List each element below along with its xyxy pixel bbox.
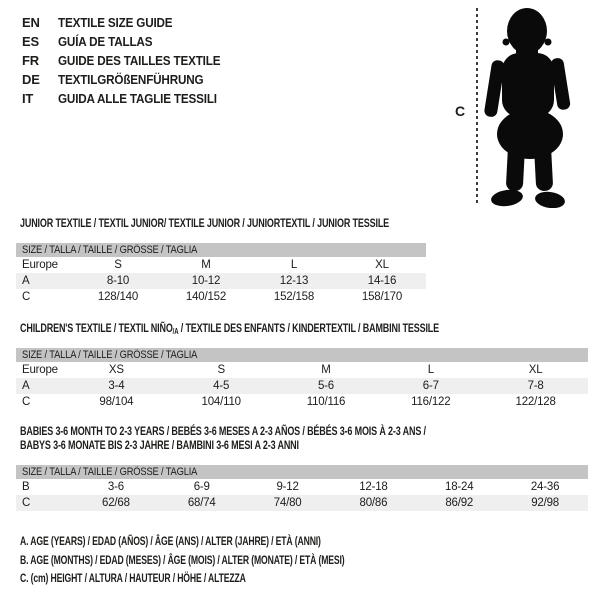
language-code: FR: [22, 53, 39, 68]
table-cell: 122/128: [515, 396, 556, 408]
language-row: [22, 89, 238, 108]
legend-line: [20, 569, 471, 588]
size-table: [16, 257, 426, 305]
table-row: [16, 289, 426, 305]
table-cell: 12-18: [359, 481, 388, 493]
row-label: A: [22, 275, 30, 287]
size-header-bar: [16, 465, 588, 479]
table-title: [16, 424, 588, 452]
language-row: [22, 51, 238, 70]
language-row: [22, 70, 238, 89]
row-label: A: [22, 380, 30, 392]
language-code: DE: [22, 72, 40, 87]
table-cell: 18-24: [445, 481, 474, 493]
height-label-c: C: [455, 103, 465, 119]
row-label: B: [22, 481, 30, 493]
table-cell: 158/170: [361, 291, 403, 303]
table-cell: 92/98: [531, 497, 559, 509]
table-title-line: [20, 438, 588, 452]
table-cell: 9-12: [276, 481, 299, 493]
table-cell: 3-6: [107, 481, 124, 493]
size-header-label: SIZE / TALLA / TAILLE / GRÖSSE / TAGLIA: [22, 466, 198, 478]
table-cell: XS: [108, 364, 124, 376]
title-segment: BABYS 3-6 MONATE BIS 2-3 JAHRE / BAMBINI 3-6 MESI A 2-3 ANNI: [20, 438, 299, 452]
table-cell: 104/110: [201, 396, 241, 408]
baby-silhouette-shape: [484, 8, 571, 208]
language-code: ES: [22, 34, 39, 49]
measurement-legend: [20, 532, 471, 588]
table-cell: 68/74: [187, 497, 216, 509]
table-title: [16, 216, 426, 230]
children-size-section: [16, 321, 588, 410]
legend-line: [20, 551, 471, 570]
table-cell: 14-16: [367, 275, 397, 287]
table-title: [16, 321, 588, 335]
table-cell: 110/116: [306, 396, 346, 408]
row-label: Europe: [22, 259, 58, 271]
row-label: C: [22, 497, 31, 509]
table-cell: S: [114, 259, 122, 271]
table-row: [16, 495, 588, 511]
table-cell: XL: [528, 364, 543, 376]
language-code: IT: [22, 91, 34, 106]
table-cell: 80/86: [359, 497, 388, 509]
legend-line: [20, 532, 471, 551]
table-cell: 152/158: [273, 291, 315, 303]
size-header-bar: [16, 348, 588, 362]
language-title: GUIDE DES TAILLES TEXTILE: [58, 53, 221, 68]
table-title-text: [20, 424, 426, 438]
language-code: EN: [22, 15, 40, 30]
language-title: TEXTILE SIZE GUIDE: [58, 15, 173, 30]
table-title-line: [20, 321, 588, 335]
height-dashed-line: [476, 8, 478, 206]
table-title-text: [20, 438, 299, 452]
row-label: C: [22, 396, 31, 408]
babies-size-section: [16, 424, 588, 511]
baby-silhouette-icon: [480, 3, 595, 208]
table-cell: 12-13: [279, 275, 309, 287]
table-cell: 10-12: [191, 275, 221, 287]
size-table: [16, 362, 588, 410]
language-title: TEXTILGRÖßENFÜHRUNG: [58, 72, 204, 87]
size-table: [16, 479, 588, 511]
table-title-text: [20, 321, 439, 339]
title-segment: CHILDREN'S TEXTILE / TEXTIL NIÑO: [20, 321, 173, 335]
language-title: GUÍA DE TALLAS: [58, 34, 153, 49]
size-header-label: SIZE / TALLA / TAILLE / GRÖSSE / TAGLIA: [22, 244, 198, 256]
table-cell: XL: [375, 259, 389, 271]
table-cell: 8-10: [106, 275, 130, 287]
table-cell: 5-6: [317, 380, 334, 392]
title-segment: BABIES 3-6 MONTH TO 2-3 YEARS / BEBÉS 3-6 MESES A 2-3 AÑOS / BÉBÉS 3-6 MOIS À 2-3 ANS /: [20, 424, 426, 438]
table-cell: 4-5: [213, 380, 230, 392]
language-list: [22, 13, 238, 108]
size-header-label: SIZE / TALLA / TAILLE / GRÖSSE / TAGLIA: [22, 349, 198, 361]
table-cell: M: [321, 364, 331, 376]
row-label: Europe: [22, 364, 58, 376]
table-cell: 7-8: [527, 380, 544, 392]
table-cell: 128/140: [97, 291, 139, 303]
table-cell: L: [427, 364, 434, 376]
table-cell: S: [217, 364, 225, 376]
title-segment: / TEXTILE DES ENFANTS / KINDERTEXTIL / BAMBINI TESSILE: [178, 321, 440, 335]
junior-size-section: [16, 216, 426, 305]
legend-text: A. AGE (YEARS) / EDAD (AÑOS) / ÂGE (ANS) / ALTER (JAHRE) / ETÀ (ANNI): [20, 534, 321, 548]
table-cell: 140/152: [185, 291, 227, 303]
table-cell: L: [290, 259, 298, 271]
table-row: [16, 257, 426, 273]
table-cell: M: [201, 259, 211, 271]
table-cell: 3-4: [108, 380, 125, 392]
table-cell: 74/80: [273, 497, 302, 509]
table-title-line: [20, 216, 426, 230]
table-cell: 6-7: [422, 380, 439, 392]
table-cell: 24-36: [530, 481, 560, 493]
subscript-text: /A: [172, 327, 179, 336]
table-row: [16, 378, 588, 394]
table-cell: 86/92: [445, 497, 474, 509]
table-row: [16, 479, 588, 495]
language-row: [22, 13, 238, 32]
table-cell: 98/104: [99, 396, 134, 408]
table-row: [16, 362, 588, 378]
table-cell: 116/122: [411, 396, 451, 408]
table-title-line: [20, 424, 588, 438]
table-title-text: [20, 216, 389, 230]
title-segment: JUNIOR TEXTILE / TEXTIL JUNIOR/ TEXTILE JUNIOR / JUNIORTEXTIL / JUNIOR TESSILE: [20, 216, 390, 230]
table-cell: 62/68: [102, 497, 130, 509]
table-row: [16, 273, 426, 289]
row-label: C: [22, 291, 31, 303]
legend-text: B. AGE (MONTHS) / EDAD (MESES) / ÂGE (MOIS) / ALTER (MONATE) / ETÀ (MESI): [20, 552, 345, 567]
table-cell: 6-9: [193, 481, 210, 493]
language-title: GUIDA ALLE TAGLIE TESSILI: [58, 91, 217, 106]
table-row: [16, 394, 588, 410]
language-row: [22, 32, 238, 51]
legend-text: C. (cm) HEIGHT / ALTURA / HAUTEUR / HÖHE / ALTEZZA: [20, 571, 246, 585]
size-header-bar: [16, 243, 426, 257]
